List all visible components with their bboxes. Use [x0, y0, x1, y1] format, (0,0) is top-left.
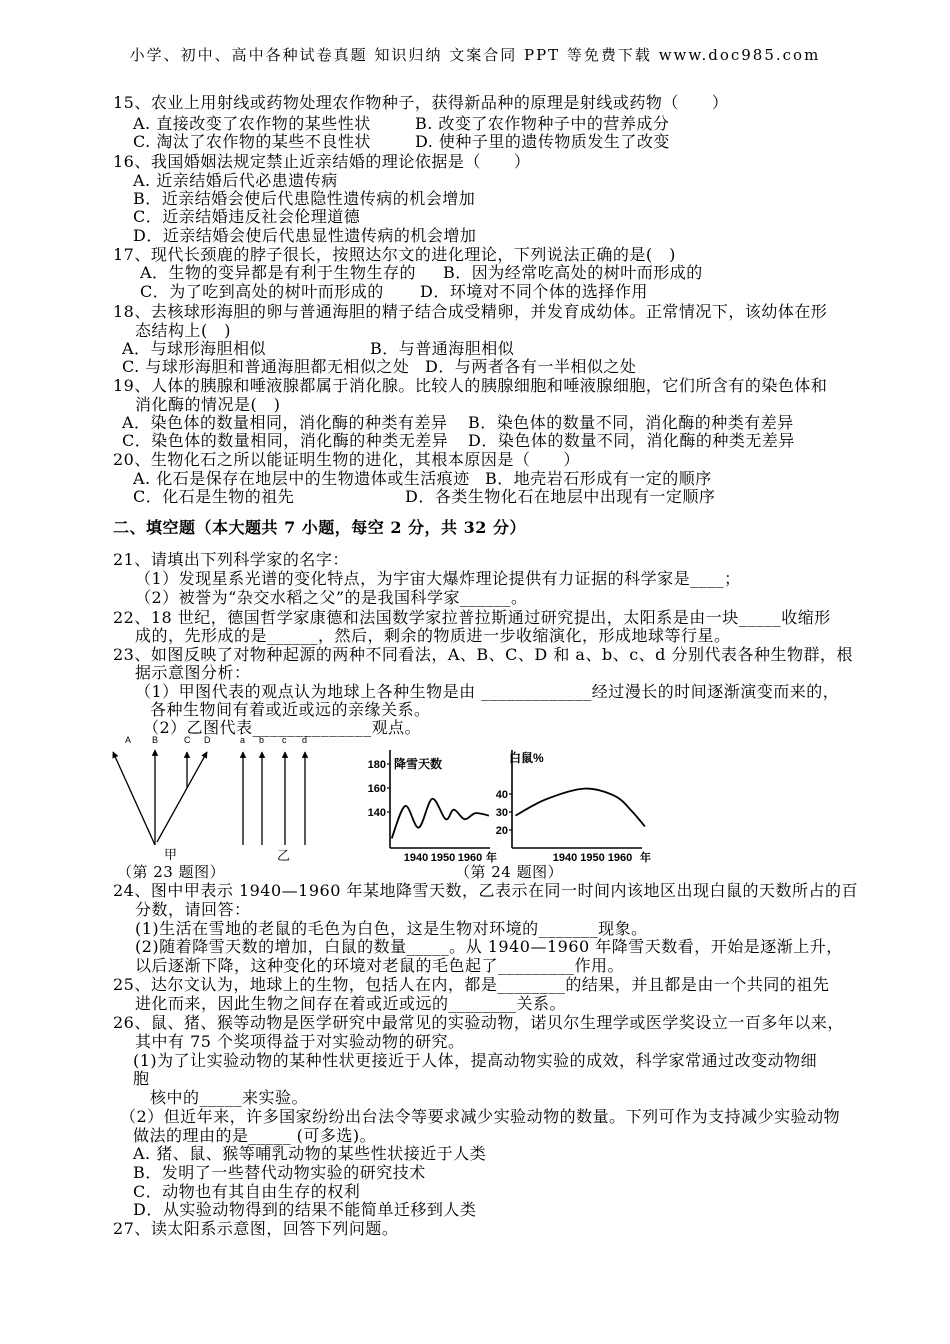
- white-mouse-x-tick-label: 1950: [580, 852, 605, 864]
- q15-stem: 15、农业上用射线或药物处理农作物种子，获得新品种的原理是射线或药物（ ）: [113, 93, 729, 112]
- q26-part-1: (1)为了让实验动物的某种性状更接近于人体，提高动物实验的成效，科学家常通过改变动物细: [133, 1051, 818, 1070]
- white-mouse-x-tick-label: 1960: [607, 852, 633, 864]
- q19-stem-continued: 消化酶的情况是( ): [135, 395, 281, 414]
- tree-label-b-lower: b: [259, 735, 265, 745]
- tree-label-c-lower: c: [282, 735, 287, 745]
- white-mouse-y-tick-label: 40: [495, 789, 508, 801]
- figure-24-caption: （第 24 题图）: [455, 863, 564, 881]
- snow-days-chart: [360, 745, 500, 867]
- q22-stem-continued: 成的，先形成的是______，然后，剩余的物质进一步收缩演化，形成地球等行星。: [135, 626, 731, 645]
- q24-stem-continued: 分数，请回答：: [135, 900, 251, 919]
- q22-stem: 22、18 世纪，德国哲学家康德和法国数学家拉普拉斯通过研究提出，太阳系是由一块_____收缩形: [113, 608, 831, 627]
- q23-part-1-continued: 各种生物间有着或近或远的亲缘关系。: [150, 700, 431, 719]
- q24-part-1: (1)生活在雪地的老鼠的毛色为白色，这是生物对环境的_______现象。: [135, 919, 648, 938]
- q26-option-d: D．从实验动物得到的结果不能简单迁移到人类: [133, 1200, 477, 1219]
- white-mouse-y-tick-label: 30: [495, 807, 508, 819]
- snow-days-x-tick-label: 1940: [403, 852, 429, 864]
- snow-days-x-tick-label: 1960: [457, 852, 483, 864]
- q15-option-b: B. 改变了农作物种子中的营养成分: [415, 114, 670, 133]
- section-title-fill-in: 二、填空题（本大题共 7 小题，每空 2 分，共 32 分）: [113, 518, 526, 537]
- q18-stem-continued: 态结构上( ): [135, 321, 231, 340]
- q18-option-b: B．与普通海胆相似: [370, 339, 515, 358]
- q16-option-a: A. 近亲结婚后代必患遗传病: [133, 171, 338, 190]
- tree-label-a-lower: a: [240, 735, 246, 745]
- q23-part-2: （2）乙图代表______________观点。: [143, 718, 422, 737]
- q17-option-c: C．为了吃到高处的树叶而形成的: [140, 282, 384, 301]
- q16-option-d: D．近亲结婚会使后代患显性遗传病的机会增加: [133, 226, 477, 245]
- species-origin-diagram: [100, 732, 330, 852]
- q17-option-a: A．生物的变异都是有利于生物生存的: [140, 263, 417, 282]
- q19-option-a: A．染色体的数量相同，消化酶的种类有差异: [122, 413, 448, 432]
- snow-days-y-tick-label: 160: [367, 783, 386, 795]
- snow-days-series-line: [392, 799, 489, 839]
- q27-stem: 27、读太阳系示意图，回答下列问题。: [113, 1219, 399, 1238]
- snow-days-chart-title: 降雪天数: [394, 757, 443, 771]
- q23-stem-continued: 据示意图分析：: [135, 663, 251, 682]
- q21-part-2: （2）被誉为“杂交水稻之父”的是我国科学家______。: [135, 588, 528, 607]
- q15-option-a: A. 直接改变了农作物的某些性状: [133, 114, 371, 133]
- q18-option-d: D．与两者各有一半相似之处: [425, 357, 637, 376]
- q24-part-2-continued: 以后逐渐下降，这种变化的环境对老鼠的毛色起了_________作用。: [135, 956, 625, 975]
- tree-label-c-upper: C: [184, 735, 191, 745]
- tree-label-a-upper: A: [125, 735, 132, 745]
- q20-stem: 20、生物化石之所以能证明生物的进化，其根本原因是（ ）: [113, 450, 580, 469]
- white-mouse-chart-title: 白鼠%: [509, 751, 544, 765]
- q26-part-2: （2）但近年来，许多国家纷纷出台法令等要求减少实验动物的数量。下列可作为支持减少实验动物: [120, 1107, 841, 1126]
- q19-option-b: B．染色体的数量不同，消化酶的种类有差异: [468, 413, 794, 432]
- q18-stem: 18、去核球形海胆的卵与普通海胆的精子结合成受精卵，并发育成幼体。正常情况下，该幼体在形: [113, 302, 828, 321]
- q26-option-a: A. 猪、鼠、猴等哺乳动物的某些性状接近于人类: [133, 1144, 487, 1163]
- snow-days-y-tick-label: 140: [367, 807, 386, 819]
- q25-stem-continued: 进化而来，因此生物之间存在着或近或远的________关系。: [135, 994, 567, 1013]
- q24-part-2: (2)随着降雪天数的增加，白鼠的数量_____。从 1940—1960 年降雪天数看，开始是逐渐上升，: [135, 937, 843, 956]
- q18-option-a: A．与球形海胆相似: [122, 339, 267, 358]
- q21-stem: 21、请填出下列科学家的名字：: [113, 550, 349, 569]
- q23-stem: 23、如图反映了对物种起源的两种不同看法，A、B、C、D 和 a、b、c、d 分别代表各种生物群，根: [113, 645, 853, 664]
- q16-stem: 16、我国婚姻法规定禁止近亲结婚的理论依据是（ ）: [113, 152, 531, 171]
- page-header: 小学、初中、高中各种试卷真题 知识归纳 文案合同 PPT 等免费下载 www.doc985.com: [129, 46, 821, 64]
- q26-stem-continued: 其中有 75 个奖项得益于对实验动物的研究。: [135, 1032, 465, 1051]
- q20-option-a: A. 化石是保存在地层中的生物遗体或生活痕迹: [133, 469, 470, 488]
- q18-option-c: C. 与球形海胆和普通海胆都无相似之处: [122, 357, 410, 376]
- snow-days-x-tick-label: 1950: [430, 852, 456, 864]
- figure-23-caption: （第 23 题图）: [117, 863, 226, 881]
- diagram-label-jia: 甲: [164, 848, 178, 863]
- q15-option-c: C. 淘汰了农作物的某些不良性状: [133, 132, 371, 151]
- tree-label-d-upper: D: [204, 735, 211, 745]
- q16-option-c: C．近亲结婚违反社会伦理道德: [133, 207, 361, 226]
- tree-label-d-lower: d: [302, 735, 308, 745]
- q24-stem: 24、图中甲表示 1940—1960 年某地降雪天数，乙表示在同一时间内该地区出现白鼠的天数所占的百: [113, 881, 858, 900]
- q17-option-b: B．因为经常吃高处的树叶而形成的: [443, 263, 703, 282]
- q20-option-c: C．化石是生物的祖先: [133, 487, 295, 506]
- snow-days-x-unit-label: 年: [486, 852, 497, 864]
- white-mouse-series-line: [516, 789, 645, 827]
- q26-stem: 26、鼠、猪、猴等动物是医学研究中最常见的实验动物，诺贝尔生理学或医学奖设立一百多年以来，: [113, 1013, 844, 1032]
- q25-stem: 25、达尔文认为，地球上的生物，包括人在内，都是________的结果，并且都是由一个共同的祖先: [113, 975, 830, 994]
- branch-arrow-a: [113, 752, 155, 845]
- q17-option-d: D．环境对不同个体的选择作用: [420, 282, 648, 301]
- white-mouse-y-tick-label: 20: [495, 825, 508, 837]
- q26-part-2-continued: 做法的理由的是_____ (可多选)。: [133, 1126, 377, 1145]
- q20-option-d: D．各类生物化石在地层中出现有一定顺序: [405, 487, 716, 506]
- tree-label-b-upper: B: [152, 735, 159, 745]
- diagram-label-yi: 乙: [277, 849, 291, 864]
- white-mouse-x-unit-label: 年: [640, 852, 651, 864]
- q17-stem: 17、现代长颈鹿的脖子很长，按照达尔文的进化理论，下列说法正确的是( ): [113, 245, 676, 264]
- q23-part-1: （1）甲图代表的观点认为地球上各种生物是由 _____________经过漫长的时间逐渐演变而来的，: [135, 682, 840, 701]
- white-mouse-x-tick-label: 1940: [552, 852, 578, 864]
- q26-part-1-blank-line: 核中的_____来实验。: [150, 1088, 309, 1107]
- branch-arrow-d: [157, 752, 207, 842]
- q26-option-b: B．发明了一些替代动物实验的研究技术: [133, 1163, 426, 1182]
- q19-stem: 19、人体的胰腺和唾液腺都属于消化腺。比较人的胰腺细胞和唾液腺细胞，它们所含有的染色体和: [113, 376, 828, 395]
- q20-option-b: B．地壳岩石形成有一定的顺序: [485, 469, 712, 488]
- q26-part-1-continued: 胞: [133, 1069, 150, 1088]
- q26-option-c: C．动物也有其自由生存的权利: [133, 1182, 361, 1201]
- q15-option-d: D. 使种子里的遗传物质发生了改变: [415, 132, 670, 151]
- snow-days-y-tick-label: 180: [367, 759, 386, 771]
- white-mouse-chart: [490, 745, 665, 867]
- q21-part-1: （1）发现星系光谱的变化特点，为宇宙大爆炸理论提供有力证据的科学家是____；: [135, 569, 741, 588]
- q16-option-b: B．近亲结婚会使后代患隐性遗传病的机会增加: [133, 189, 476, 208]
- q19-option-d: D．染色体的数量不同，消化酶的种类无差异: [468, 431, 795, 450]
- q19-option-c: C．染色体的数量相同，消化酶的种类无差异: [122, 431, 449, 450]
